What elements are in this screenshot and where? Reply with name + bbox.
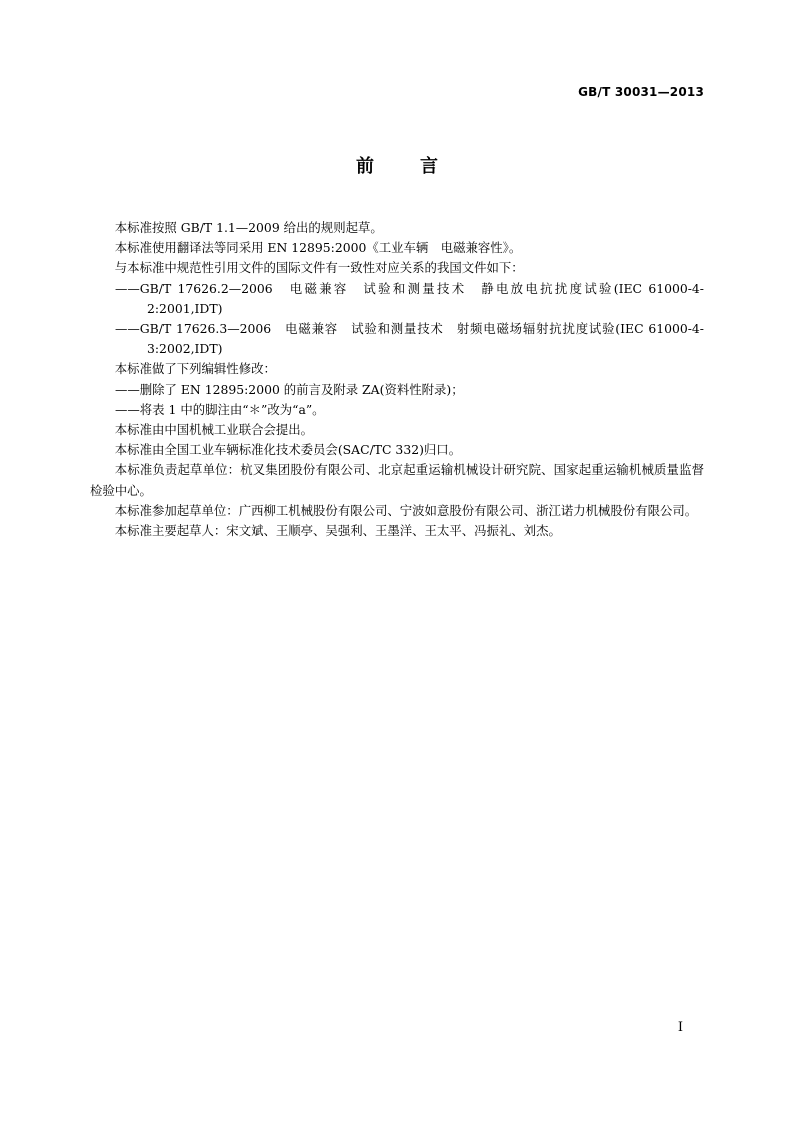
paragraph-editorial-changes: 本标准做了下列编辑性修改： <box>114 361 276 377</box>
paragraph-correspondence: 与本标准中规范性引用文件的国际文件有一致性对应关系的我国文件如下： <box>114 260 524 276</box>
paragraph-managed-by: 本标准由全国工业车辆标准化技术委员会(SAC/TC 332)归口。 <box>114 442 462 458</box>
list-item-gbt-17626-3: ——GB/T 17626.3—2006 电磁兼容 试验和测量技术 射频电磁场辐射抗扰度试验(IEC 61000-4-3:2002,IDT) <box>115 321 704 357</box>
page-title <box>0 152 794 178</box>
paragraph-main-drafters: 本标准主要起草人：宋文斌、王顺亭、吴强利、王墨洋、王太平、冯振礼、刘杰。 <box>114 523 561 539</box>
page-number: I <box>677 1020 683 1035</box>
foreword-body <box>90 218 704 541</box>
paragraph-adoption: 本标准使用翻译法等同采用 EN 12895:2000《工业车辆 电磁兼容性》。 <box>114 240 522 256</box>
list-item-gbt-17626-2: ——GB/T 17626.2—2006 电磁兼容 试验和测量技术 静电放电抗扰度试验(IEC 61000-4-2:2001,IDT) <box>115 280 704 316</box>
list-item-footnote-change: ——将表 1 中的脚注由“＊”改为“a”。 <box>115 401 325 417</box>
standard-code: GB/T 30031—2013 <box>578 85 704 99</box>
paragraph-responsible-units: 本标准负责起草单位：杭叉集团股份有限公司、北京起重运输机械设计研究院、国家起重运输机械质量监督检验中心。 <box>90 462 704 498</box>
title-char-2: 言 <box>420 156 438 177</box>
paragraph-drafting-rules: 本标准按照 GB/T 1.1—2009 给出的规则起草。 <box>114 220 383 235</box>
title-char-1: 前 <box>356 156 374 177</box>
paragraph-participating-units: 本标准参加起草单位：广西柳工机械股份有限公司、宁波如意股份有限公司、浙江诺力机械股份有限公司。 <box>114 502 698 518</box>
paragraph-proposed-by: 本标准由中国机械工业联合会提出。 <box>114 422 314 438</box>
list-item-deleted-foreword: ——删除了 EN 12895:2000 的前言及附录 ZA(资料性附录)； <box>115 381 464 397</box>
